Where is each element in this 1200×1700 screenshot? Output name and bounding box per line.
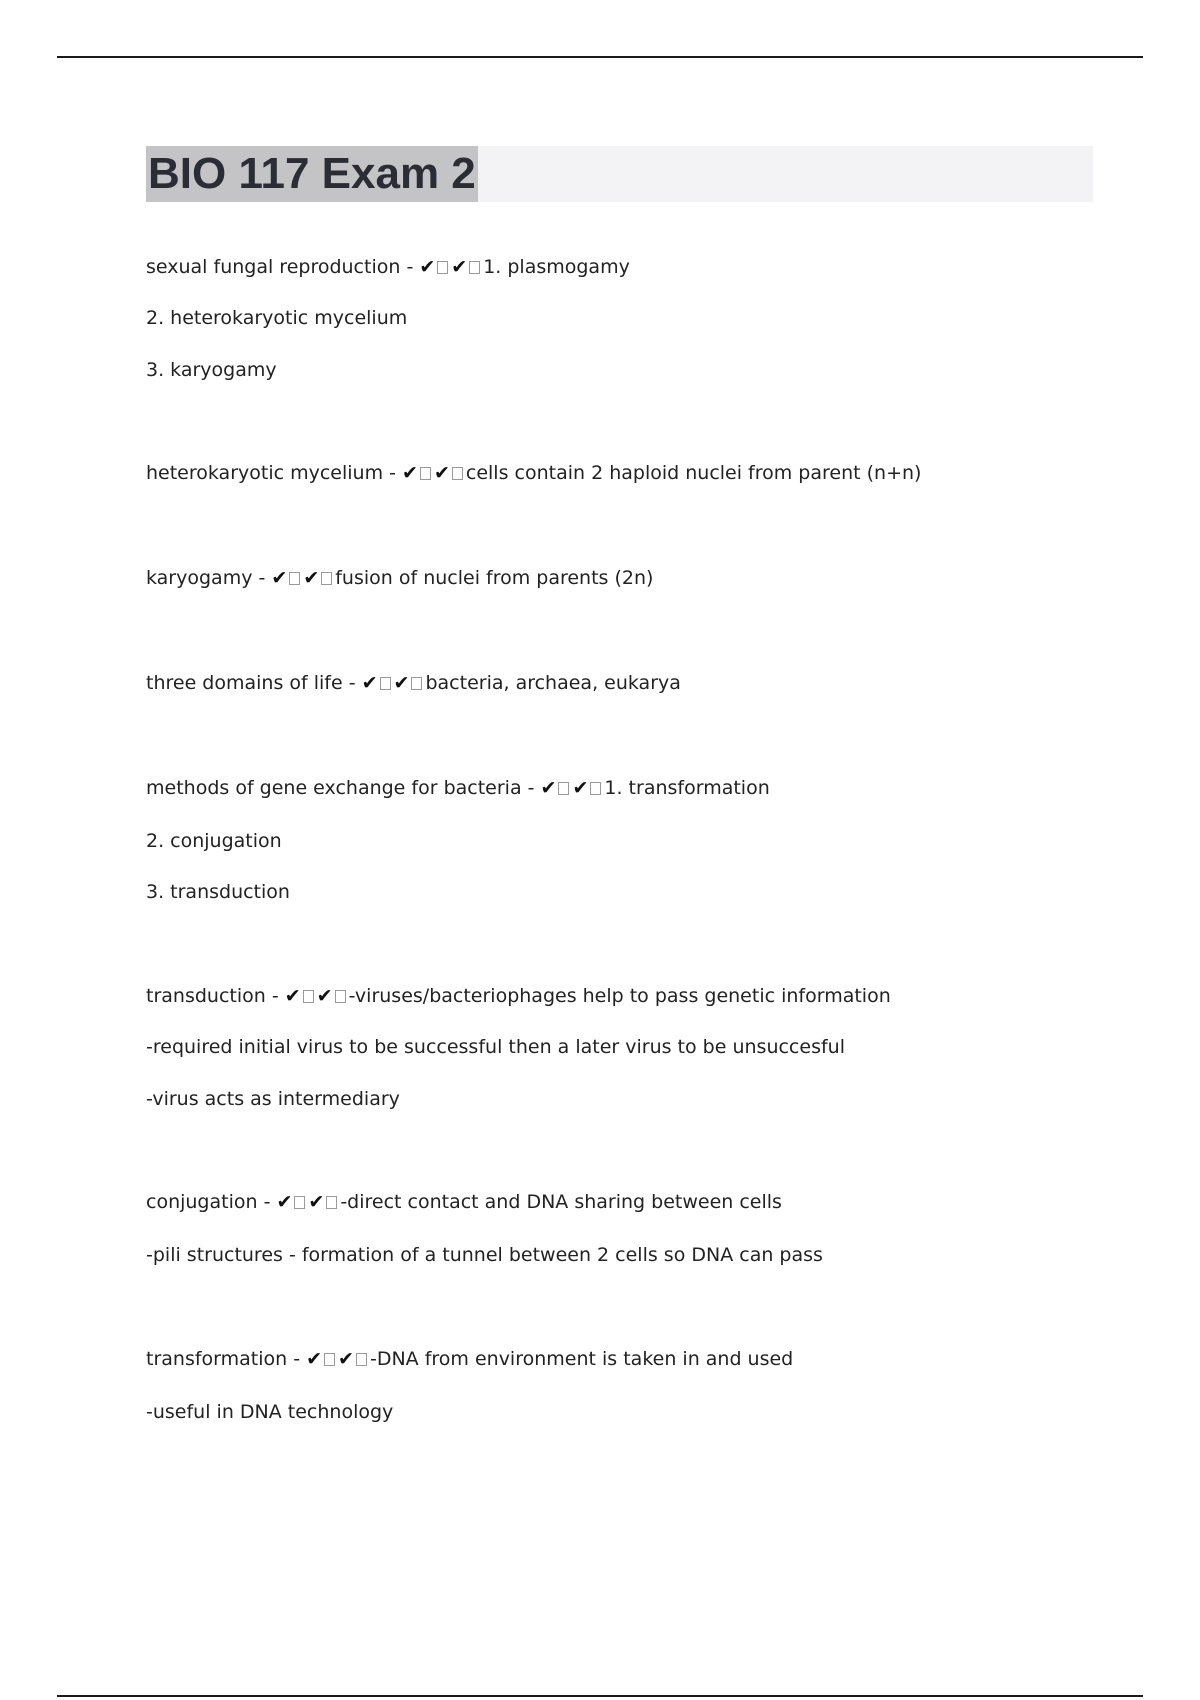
- term-line: [146, 255, 630, 279]
- page-title: BIO 117 Exam 2: [146, 146, 478, 202]
- check-icon: ✔: [433, 462, 450, 484]
- box-icon: [326, 1196, 337, 1209]
- continuation-line: 3. transduction: [146, 881, 290, 903]
- continuation-line: 2. heterokaryotic mycelium: [146, 307, 408, 329]
- continuation-line: -required initial virus to be successful then a later virus to be unsuccesful: [146, 1036, 845, 1058]
- check-icon: ✔: [306, 1348, 323, 1370]
- check-icon: ✔: [303, 567, 320, 589]
- continuation-line: -useful in DNA technology: [146, 1401, 394, 1423]
- header-rule: [57, 56, 1143, 58]
- box-icon: [335, 990, 346, 1003]
- box-icon: [303, 990, 314, 1003]
- box-icon: [324, 1353, 335, 1366]
- definition-text: 1. transformation: [604, 777, 770, 799]
- box-icon: [411, 677, 422, 690]
- definition-text: cells contain 2 haploid nuclei from parent (n+n): [465, 462, 922, 484]
- term-text: karyogamy -: [146, 567, 272, 589]
- term-text: conjugation -: [146, 1191, 277, 1213]
- term-text: three domains of life -: [146, 672, 362, 694]
- footer-rule: [57, 1695, 1143, 1697]
- check-icon: ✔: [540, 777, 557, 799]
- term-line: [146, 566, 653, 590]
- box-icon: [452, 467, 463, 480]
- check-icon: ✔: [361, 672, 378, 694]
- definition-text: -DNA from environment is taken in and used: [369, 1348, 794, 1370]
- box-icon: [437, 261, 448, 274]
- check-icon: ✔: [393, 672, 410, 694]
- box-icon: [356, 1353, 367, 1366]
- term-line: [146, 1347, 793, 1371]
- box-icon: [294, 1196, 305, 1209]
- check-icon: ✔: [271, 567, 288, 589]
- definition-text: -direct contact and DNA sharing between cells: [340, 1191, 782, 1213]
- continuation-line: 2. conjugation: [146, 830, 282, 852]
- box-icon: [380, 677, 391, 690]
- check-icon: ✔: [572, 777, 589, 799]
- check-icon: ✔: [316, 985, 333, 1007]
- term-line: [146, 461, 921, 485]
- box-icon: [558, 782, 569, 795]
- box-icon: [321, 572, 332, 585]
- definition-text: bacteria, archaea, eukarya: [425, 672, 681, 694]
- term-line: [146, 1190, 782, 1214]
- term-line: [146, 984, 891, 1008]
- check-icon: ✔: [419, 256, 436, 278]
- term-text: transduction -: [146, 985, 285, 1007]
- check-icon: ✔: [276, 1191, 293, 1213]
- check-icon: ✔: [338, 1348, 354, 1370]
- continuation-line: 3. karyogamy: [146, 359, 277, 381]
- term-line: [146, 671, 681, 695]
- check-icon: ✔: [451, 256, 468, 278]
- continuation-line: -pili structures - formation of a tunnel between 2 cells so DNA can pass: [146, 1244, 823, 1266]
- term-text: heterokaryotic mycelium -: [146, 462, 403, 484]
- term-text: transformation -: [146, 1348, 307, 1370]
- box-icon: [289, 572, 300, 585]
- definition-text: -viruses/bacteriophages help to pass genetic information: [348, 985, 891, 1007]
- box-icon: [469, 261, 480, 274]
- term-text: sexual fungal reproduction -: [146, 256, 420, 278]
- term-line: [146, 776, 770, 800]
- definition-text: 1. plasmogamy: [483, 256, 630, 278]
- box-icon: [420, 467, 431, 480]
- term-text: methods of gene exchange for bacteria -: [146, 777, 541, 799]
- continuation-line: -virus acts as intermediary: [146, 1088, 400, 1110]
- definition-text: fusion of nuclei from parents (2n): [335, 567, 654, 589]
- check-icon: ✔: [402, 462, 418, 484]
- check-icon: ✔: [308, 1191, 325, 1213]
- box-icon: [590, 782, 601, 795]
- check-icon: ✔: [284, 985, 301, 1007]
